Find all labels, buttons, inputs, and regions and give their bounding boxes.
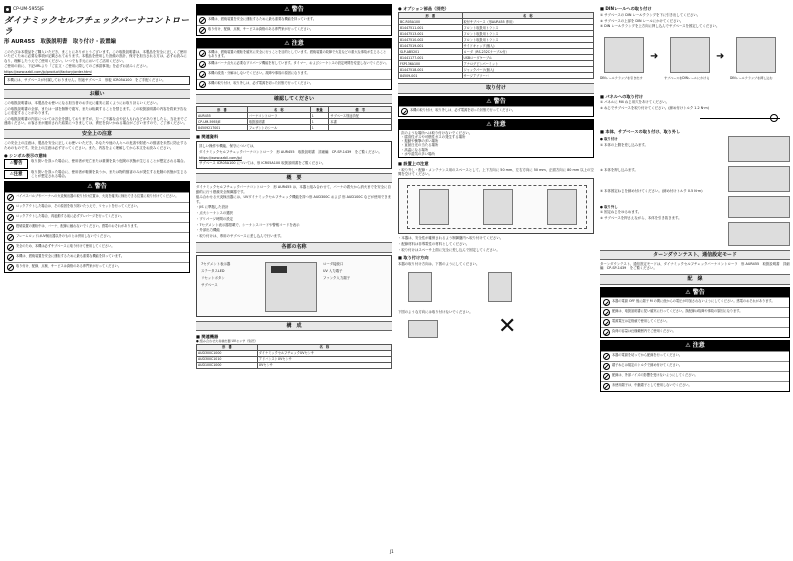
caution-item: 本機はバーナ点火に必要なプリパージ機能を有しています。タイマー、およびシーケンスの設定時間を変更しないでください。 xyxy=(197,59,391,69)
parts-diagram xyxy=(196,255,392,317)
option-cell: 81441177-001 xyxy=(399,55,463,61)
caution-item: 本機は、燃焼装置の運転を確実に安全に行うことを目的としています。燃焼装置の故障で火災などの重大な事故が生じることもあります。 xyxy=(197,48,391,59)
prohibit-icon xyxy=(199,17,206,24)
prohibit-icon xyxy=(603,309,610,316)
wiring-caution-box: ⚠ 注意 本器の電源を切ってから配線を行ってください。 端子ねじは規定のトルクで締め付けてください。 配線は、外部ノイズの影響を受けないようにしてください。 未使用端子は、中継端子として使用しないでください。 xyxy=(600,340,790,392)
section-notice: お願い xyxy=(4,89,190,99)
document-subtitle xyxy=(4,39,190,46)
option-cell: 84509-001 xyxy=(399,73,463,79)
install-note: ・振動や衝撃の多い場所 xyxy=(401,139,439,143)
check-cell: バーナコントローラ xyxy=(247,113,310,119)
panel-diagram xyxy=(600,112,790,126)
prohibit-icon xyxy=(603,383,610,390)
part-label: サブベース xyxy=(201,283,218,288)
caution-triangle-icon: ⚠ xyxy=(284,39,290,47)
prohibit-icon xyxy=(199,61,206,68)
config-row xyxy=(197,362,392,368)
check-cell xyxy=(329,125,392,131)
check-cell: AUR455 xyxy=(197,113,248,119)
subtitle-text: 取扱説明書 取り付け・設置編 xyxy=(40,39,116,46)
mount-title: ■ 本体、サブベースの取り付け、取り外し xyxy=(600,129,681,135)
warning-item-text: バイパスバルブやバーナへの火炎検出器の取り付け位置は、火炎を確実に検出できる位置に取り付けてください。 xyxy=(16,193,179,198)
check-cell: 1 xyxy=(310,119,329,125)
prohibit-icon xyxy=(7,254,14,261)
part-label: 7セグメント表示器 xyxy=(201,261,231,266)
check-cell: CP-UM-5955JE xyxy=(197,119,248,125)
doc-number xyxy=(4,6,190,13)
mount-photo-1 xyxy=(728,136,790,162)
config-cell: AUD100C1000 xyxy=(197,362,258,368)
mount-photo-3 xyxy=(728,196,790,218)
din-diagram: ➜ ➜ DINレールクランプを引き出す サブベースをDINレールにかける DINレールクランプを押し込む xyxy=(600,31,790,91)
spacing-diagram xyxy=(398,178,594,234)
option-cell: フロント取扱用トランス xyxy=(462,25,594,31)
wiring-warning-box: ⚠ 警告 本器の電源 OFF 後に端子 M の間に他からの電圧が印加されないようにしてください。感電のおそれがあります。 配線は、取扱説明書に従い確実に行ってください。誤配線は故障や事故の原因になります。 電源電圧は定格値で使用してください。 負荷の容量は仕様範囲内でご使用ください。 xyxy=(600,287,790,339)
check-row xyxy=(197,125,392,131)
prohibit-icon xyxy=(7,224,14,231)
install-note: ・腐食性ガスや可燃性ガスの発生する場所 xyxy=(401,134,466,139)
option-cell: FSP136A100 xyxy=(399,61,463,67)
option-cell: 81447518-001 xyxy=(399,67,463,73)
model-label: 形 AUR455 xyxy=(4,39,36,46)
warning-item xyxy=(5,202,189,212)
part-label: UV 入力端子 xyxy=(323,268,343,273)
subbase-note xyxy=(4,76,190,84)
warning-item-text: 取り付け、配線、点検、サービスは資格のある専門家が行ってください。 xyxy=(16,263,122,268)
option-cell: サイドキャップ(個入) xyxy=(462,43,594,49)
intro-order-note: ご使用の前に、下記URLより『ご注文・ご使用に際してのご承諾事項』を必ずお読みください。 xyxy=(4,64,150,69)
install-warning-box: ⚠ 警告 本機の取り付け、取り外しは、必ず電源を切った状態で行ってください。 xyxy=(398,96,594,118)
signal-title: ● シンボル表示の意味 xyxy=(4,152,47,158)
check-cell: 1 xyxy=(310,113,329,119)
check-header: 数量 xyxy=(310,107,329,113)
warning-item-text: 本機は、燃焼装置を安全に運転するために最も重要な機能を持っています。 xyxy=(16,253,125,258)
warning-item xyxy=(5,212,189,222)
mount-photo-4 xyxy=(728,222,790,246)
panel-title: ■ パネルへの取り付け xyxy=(600,93,644,99)
cross-icon: ✕ xyxy=(498,314,517,340)
doc-number-text: CP-UM-5955JE xyxy=(13,6,45,12)
config-cell: AUD300C1000 xyxy=(197,350,258,356)
option-header: 形 番 xyxy=(399,13,463,19)
option-cell: ローダ（RS-232Cケーブル付） xyxy=(462,49,594,55)
caution-header-c2: ⚠ 注意 xyxy=(197,39,391,49)
part-label: リセットボタン xyxy=(201,276,225,280)
option-cell: BC-R05A100 xyxy=(399,19,463,25)
manuals-box: 詳しい操作や機能、保守については、 ダイナミックセルフチェックバーナコントローラ 形 AUR455 取扱説明書 詳細編 CP-SP-1439 をご覧ください。 https://www.azbil.com/jp/ サブベース ICR05A100 については、形 ICR05A100 取扱説明書をご覧ください。 xyxy=(196,141,392,170)
check-cell: サブベース別途手配 xyxy=(329,113,392,119)
option-cell: フロント取扱用トランス xyxy=(462,31,594,37)
check-header: 形 番 xyxy=(197,107,248,113)
check-cell: 本書 xyxy=(329,119,392,125)
option-cell: 取付サブベース（形AUR455 専用） xyxy=(462,19,594,25)
column-2: ⚠ 警告 本機は、燃焼装置を安全に運転するために最も重要な機能を持っています。 取り付け、配線、点検、サービスは資格のある専門家が行ってください。 ⚠ 注意 本機は、燃焼装置の運転を確実に安全に行うことを目的としています。燃焼装置の故障で火災などの重大な事故が生じることもあります。 本機はバーナ点火に必要なプリパージ機能を有しています。タイマー、およびシーケンスの設定時間を変更しないでください。 本機の改造・分解はしないでください。故障や事故の原因になります。 本機の取り付け、取り外しは、必ず電源を切った状態で行ってください。 確認してください 形 番 名 称 数量 備 考 AUR455 バーナコントローラ 1 サブベース別途手配 CP-UM-5955JE 取扱説明書 1 本書 84509217001 フェザントのシール 1 ■ 関連資料 詳しい操作や機能、保守については、 ダイナミックセルフチェックバーナコントローラ 形 AUR455 取扱説明書 詳細編 CP-SP-1439 をご覧ください。 https://www.azbil.com/jp/ サブベース ICR05A100 については、形 ICR05A100 取扱説明書をご覧ください。 概 要 ダイナミックセルフチェックバーナコントローラ 形 AUR455 は、本器と組み合わせて、バーナの着火から消火までを安全に自動的に行う燃焼安全制御器です。 組み合わせる火炎検出器には、UVダイナミックセルフチェック機能を持つ形 AUD300C および 形 AUD100C などが使用できます。 ・JIS に準拠した設計 ・点火シーケンスの選択 ・プリパージ時間の設定 ・7セグメント表示器搭載で、シーケンスコードや警報コードを表示 ・外部出力機能 ・取り付けは、専用のサブベースに差し込んで行います。 各部の名称 7セグメント表示器 ステータスLED リセットボタン サブベース ローダ接続口 UV 入力端子 ファンク入力端子 構 成 ■ 関連機器 ● 組み合わせ火炎検出器 UVセンサ（別売） 形 番 名 称 AUD300C1000 ダイナミックセルフチェックUVセンサ AUD300C1010 アドバンストUVセンサ AUD100C1000 UVセンサ xyxy=(196,6,392,368)
warning-item: 本機は、燃焼装置を安全に運転するために最も重要な機能を持っています。 xyxy=(197,15,391,25)
prohibit-icon xyxy=(199,27,206,34)
signal-warning-text: 取り扱いを誤った場合に、使用者が死亡または重傷を負う危険の状態が生じることが想定される場合。 xyxy=(31,159,187,164)
warning-item xyxy=(5,262,189,272)
warning-triangle-icon: ⚠ xyxy=(284,6,290,13)
part-label: ローダ接続口 xyxy=(323,261,344,266)
prohibit-icon xyxy=(7,264,14,271)
check-table xyxy=(196,106,392,131)
direction-ok-diagram xyxy=(398,268,594,308)
prohibit-icon xyxy=(603,299,610,306)
prohibit-icon xyxy=(401,108,408,115)
section-install: 取り付け xyxy=(398,83,594,93)
warning-item xyxy=(5,222,189,232)
caution-triangle-icon: ⚠ xyxy=(685,342,691,349)
caution-box-c2 xyxy=(196,38,392,91)
arrow-right-icon: ➜ xyxy=(650,50,659,62)
option-cell: USBローダケーブル xyxy=(462,55,594,61)
section-wiring: 配 線 xyxy=(600,274,790,284)
check-cell: 1 xyxy=(310,125,329,131)
check-cell: 取扱説明書 xyxy=(247,119,310,125)
din-title: ■ DINレールへの取り付け xyxy=(600,6,652,11)
azbil-url[interactable]: https://www.azbil.com/jp/ xyxy=(199,155,242,160)
warning-header: ⚠ 警告 xyxy=(5,182,189,192)
column-3: ● オプション部品（別売） 形 番 名 称 BC-R05A100 取付サブベース（形AUR455 専用） 81447511-001 フロント取扱用トランス 81447513-001 フロント取扱用トランス 81447510-002 フロント取扱用トランス 81447519-001 サイドキャップ(個入) SLP-AB5201 ローダ（RS-232Cケーブル付） 81441177-001 USBローダケーブル FSP136A100 アナログピンパーミット 81447518-001 ジャックパーツ(個入) 84509-001 サージアブソーバ 取り付け ⚠ 警告 本機の取り付け、取り外しは、必ず電源を切った状態で行ってください。 ⚠ 注意 次のような場所へは取り付けないでください。 ・腐食性ガスや可燃性ガスの発生する場所 ・振動や衝撃の多い場所 ・直射日光の当たる場所 ・高温になる場所 ・水や湿気の多い場所 ■ 設置上の注意 ・取り外し・配線・メンテナンス用のスペースとして、上下方向に 50 mm、左右方向に 50 mm、正面方向に 80 mm 以上の空間を空けてください。 ・本器は、安全性が確保されるよう制御盤内へ取り付けてください。 ・配線材料は非導電性の材料としてください。 ・取り付けはスペーサ上面に完全に差し込んで固定してください。 ■ 取り付け方向 本器の取り付け方向は、下図のようにしてください。 下図のような方向には取り付けないでください。 ✕ xyxy=(398,0,594,561)
config-subtitle: ● 組み合わせ火炎検出器 UVセンサ（別売） xyxy=(196,339,258,343)
arrow-right-icon: ➜ xyxy=(716,50,725,62)
install-note: 次のような場所へは取り付けないでください。 xyxy=(401,130,473,135)
prohibit-icon xyxy=(199,81,206,88)
install-note: ・水や湿気の多い場所 xyxy=(401,151,435,156)
warning-item xyxy=(5,242,189,252)
prohibit-icon xyxy=(7,204,14,211)
warning-item xyxy=(5,192,189,202)
config-table xyxy=(196,344,392,369)
column-4: ■ DINレールへの取り付け ① サブベースの DIN レールクランプを下に引き出してください。 ② サブベースの上部を DIN レールにかけてください。 ③ DIN レールクランプを上方向に押し込んでサブベースを固定してください。 ➜ ➜ DINレールクランプを引き出す サブベースをDINレールにかける DINレールクランプを押し込む ■ パネルへの取り付け ① パネルに M4 ねじ用穴をあけてください。 ② ねじでサブベースを取り付けてください。(締め付けトルク 1.2 N·m) ■ 本体、サブベースの取り付け、取り外し ● 取り付け ① 本体の上側を差し込みます。 ② 本体を押し込みます。 ③ 本体固定ねじを締め付けてください。(締め付けトルク 0.5 N·m) ● 取り外し ① 固定ねじをゆるめます。 ② サブベースを押さえながら、本体を引き抜きます。 ターンダウンテスト、通信設定モード ターンダウンテスト、通信設定モードは、ダイナミックセルフチェックバーナコントローラ 形 AUR455 取扱説明書 詳細編 CP-SP-1439 をご覧ください。 配 線 ⚠ 警告 本器の電源 OFF 後に端子 M の間に他からの電圧が印加されないようにしてください。感電のおそれがあります。 配線は、取扱説明書に従い確実に行ってください。誤配線は故障や事故の原因になります。 電源電圧は定格値で使用してください。 負荷の容量は仕様範囲内でご使用ください。 ⚠ 注意 本器の電源を切ってから配線を行ってください。 端子ねじは規定のトルクで締め付けてください。 配線は、外部ノイズの影響を受けないようにしてください。 未使用端子は、中継端子として使用しないでください。 xyxy=(600,0,790,561)
warning-item-text: 安全のため、本機は必ずサブベースに取り付けて使用してください。 xyxy=(16,243,115,248)
overview-text: ダイナミックセルフチェックバーナコントローラ 形 AUR455 は、本器と組み合わせて、バーナの着火から消火までを安全に自動的に行う燃焼安全制御器です。 xyxy=(196,185,391,194)
option-row xyxy=(399,73,594,79)
prohibit-icon xyxy=(603,373,610,380)
caution-item: 本機の改造・分解はしないでください。故障や事故の原因になります。 xyxy=(197,69,391,79)
signal-caution-label: ⚠注意 xyxy=(4,170,28,180)
option-header: 名 称 xyxy=(462,13,594,19)
notice-text-3: この取扱説明書の内容については万全を期しておりますが、万一ご不審な点や記入もれなどがありましたら、当社までご連絡ください。お客さまが運用された結果につきましては、責任を負いかねる場合がございますので、ご了承ください。 xyxy=(4,116,188,125)
warning-item: 取り付け、配線、点検、サービスは資格のある専門家が行ってください。 xyxy=(197,25,391,35)
prohibit-icon xyxy=(199,50,206,57)
config-title: ■ 関連機器 xyxy=(196,333,219,339)
signal-caution-row xyxy=(4,170,190,180)
section-parts: 各部の名称 xyxy=(196,242,392,252)
option-title: ● オプション部品（別売） xyxy=(398,6,449,11)
warning-item-text: 燃焼装置の運転中は、バーナ、配線に触れないでください。感電のおそれがあります。 xyxy=(16,223,140,228)
install-position-title: ■ 設置上の注意 xyxy=(398,161,429,166)
intro-paragraph: このたびは本製品をご購入いただき、まことにありがとうございます。この取扱説明書は、本製品を安全に正しくご使用いただくために必要な事項が記載されております。本製品を使用した設備の設計、保守を担当される方は、必ずお読みになり、理解したうえでご使用ください。いつでも手元においてご活用ください。 xyxy=(4,50,187,63)
option-cell: フロント取扱用トランス xyxy=(462,37,594,43)
prohibit-icon xyxy=(603,353,610,360)
config-cell: AUD300C1010 xyxy=(197,356,258,362)
option-cell: ジャックパーツ(個入) xyxy=(462,67,594,73)
option-table xyxy=(398,12,594,79)
warning-triangle-icon: ⚠ xyxy=(685,288,691,296)
notice-text-2: この取扱説明書の全部、または一部を無断で複写、または転載することを禁じます。この取扱説明書の内容を将来予告なしに変更することがあります。 xyxy=(4,106,187,115)
config-header: 形 番 xyxy=(197,344,258,350)
prohibit-icon xyxy=(7,234,14,241)
prohibit-icon xyxy=(603,363,610,370)
warning-item-text: ロックアウトした場合、再起動する前に必ずプレパージを行ってください。 xyxy=(16,213,124,218)
section-config: 構 成 xyxy=(196,321,392,331)
subbase-note-text: 本機には、サブベースが付属しておりません。別途サブベース 形板 ICR05A100 をご手配ください。 xyxy=(7,78,166,83)
part-label: ステータスLED xyxy=(201,268,225,273)
config-cell: UVセンサ xyxy=(257,362,391,368)
section-turndown: ターンダウンテスト、通信設定モード xyxy=(600,250,790,260)
seven-segment-display-illustration xyxy=(271,266,287,273)
prohibit-icon xyxy=(199,71,206,78)
prohibit-icon xyxy=(7,214,14,221)
install-caution-box: ⚠ 注意 次のような場所へは取り付けないでください。 ・腐食性ガスや可燃性ガスの発生する場所 ・振動や衝撃の多い場所 ・直射日光の当たる場所 ・高温になる場所 ・水や湿気の多い場所 xyxy=(398,119,594,158)
azbil-logo-icon xyxy=(4,6,11,13)
option-cell: アナログピンパーミット xyxy=(462,61,594,67)
safety-intro: この安全上の注意は、製品を安全に正しくお使いいただき、あなたや他の人々への危害や財産への損害を未然に防止するためのものです。安全上の注意は必ず守ってください。また、内容をよく理解してから本文をお読みください。 xyxy=(4,141,187,150)
option-cell: 81447519-001 xyxy=(399,43,463,49)
option-cell: サージアブソーバ xyxy=(462,73,594,79)
config-cell: ダイナミックセルフチェックUVセンサ xyxy=(257,350,391,356)
warning-triangle-icon: ⚠ xyxy=(486,97,492,105)
check-cell: 84509217001 xyxy=(197,125,248,131)
option-cell: SLP-AB5201 xyxy=(399,49,463,55)
signal-caution-text: 取り扱いを誤った場合に、使用者が軽傷を負うか、または物的損害のみが発生する危険の状態が生じることが想定される場合。 xyxy=(31,169,187,179)
warning-item xyxy=(5,252,189,262)
signal-warning-row xyxy=(4,159,190,169)
install-note: ・直射日光の当たる場所 xyxy=(401,143,439,148)
section-check: 確認してください xyxy=(196,94,392,104)
part-label: ファンク入力端子 xyxy=(323,276,350,280)
option-cell: 81447513-001 xyxy=(399,31,463,37)
warning-item xyxy=(5,232,189,242)
check-header: 備 考 xyxy=(329,107,392,113)
caution-triangle-icon: ⚠ xyxy=(486,121,492,128)
intro-url[interactable]: https://www.azbil.com/jp/product/factory/order.html xyxy=(4,70,92,75)
page-number: J1 xyxy=(390,549,394,554)
config-cell: アドバンストUVセンサ xyxy=(257,356,391,362)
section-overview: 概 要 xyxy=(196,173,392,183)
check-header: 名 称 xyxy=(247,107,310,113)
section-safety: 安全上の注意 xyxy=(4,129,190,139)
check-cell: フェザントのシール xyxy=(247,125,310,131)
mount-photo-2 xyxy=(728,166,790,192)
warning-item-text: ロックアウトした場合は、その原因を取り除いたうえで、リセットを行ってください。 xyxy=(16,203,141,208)
notice-text-1: この取扱説明書は、本製品をお使いになる担当者のお手元に確実に届くようにお取り計らいください。 xyxy=(4,100,160,105)
document-title: ダイナミックセルフチェックバーナコントローラ xyxy=(4,16,190,37)
option-cell: 81447511-001 xyxy=(399,25,463,31)
warning-item-text: フレームロッドはUV検出器以外のものとは併用しないでください。 xyxy=(16,233,113,238)
prohibit-icon xyxy=(603,319,610,326)
column-1 xyxy=(4,0,190,561)
warning-header-c2: ⚠ 警告 xyxy=(197,5,391,15)
caution-item: 本機の取り付け、取り外しは、必ず電源を切った状態で行ってください。 xyxy=(197,79,391,89)
warning-box-c1 xyxy=(4,181,190,273)
option-cell: 81447510-002 xyxy=(399,37,463,43)
manuals-title: ■ 関連資料 xyxy=(196,134,219,140)
install-note: ・高温になる場所 xyxy=(401,147,429,152)
direction-ng-diagram xyxy=(398,316,594,342)
warning-box-c2 xyxy=(196,4,392,36)
install-direction-title: ■ 取り付け方向 xyxy=(398,255,429,260)
config-header: 名 称 xyxy=(257,344,391,350)
prohibit-icon xyxy=(7,194,14,201)
prohibit-icon xyxy=(603,329,610,336)
warning-triangle-icon: ⚠ xyxy=(87,183,93,191)
signal-warning-label: ⚠警告 xyxy=(4,159,28,169)
prohibit-icon xyxy=(7,244,14,251)
